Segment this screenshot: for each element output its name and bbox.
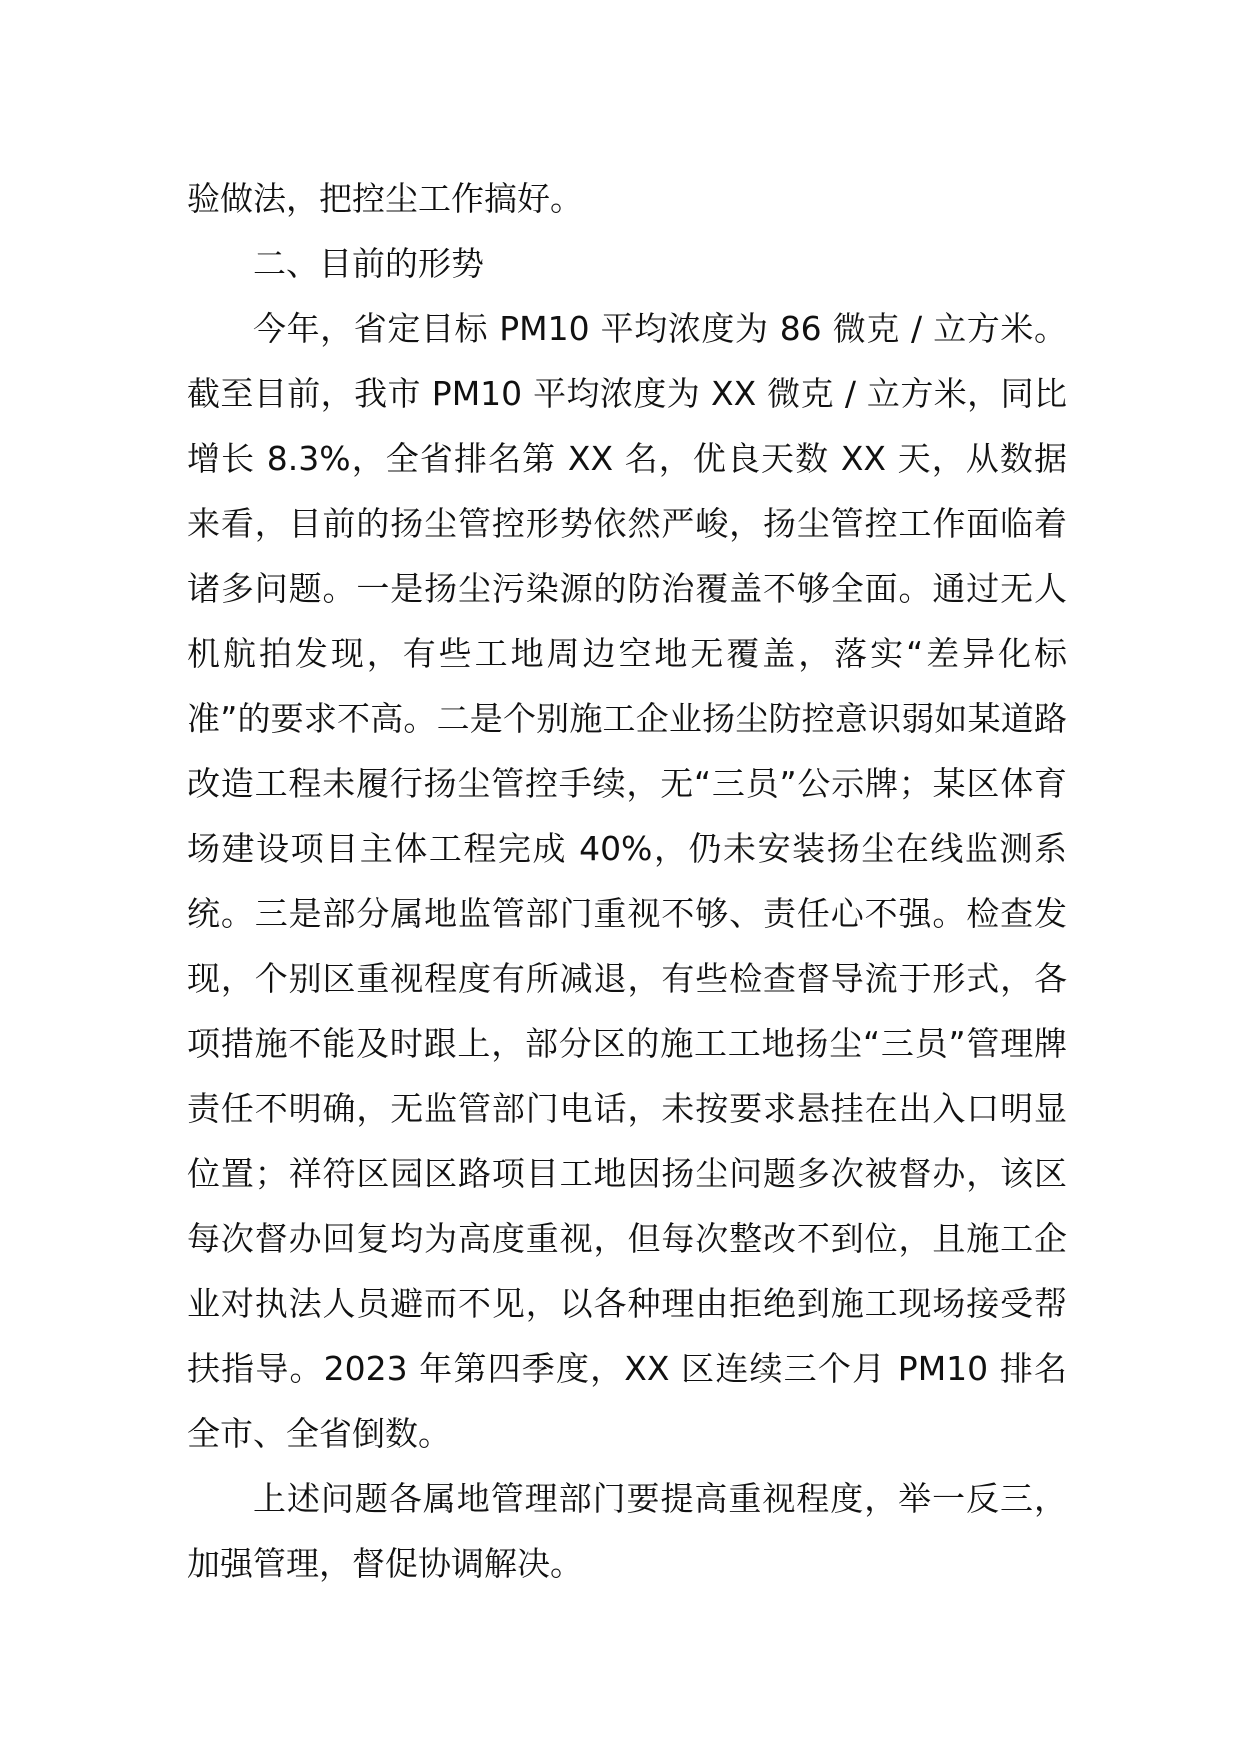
section-heading: 二、目前的形势 <box>253 244 484 283</box>
paragraph-requirement: 上述问题各属地管理部门要提高重视程度，举一反三，加强管理，督促协调解决。 <box>187 1479 1067 1583</box>
paragraph-continuation: 验做法，把控尘工作搞好。 <box>187 179 583 218</box>
paragraph-situation: 今年，省定目标 PM10 平均浓度为 86 微克 / 立方米。截至目前，我市 PM10 平均浓度为 XX 微克 / 立方米，同比增长 8.3%，全省排名第 XX 名，优良天数 XX 天，从数据来看，目前的扬尘管控形势依然严峻，扬尘管控工作面临着诸多问题。一是扬尘污染源的防治覆盖不够全面。通过无人机航拍发现，有些工地周边空地无覆盖，落实“差异化标准”的要求不高。二是个别施工企业扬尘防控意识弱如某道路改造工程未履行扬尘管控手续，无“三员”公示牌；某区体育场建设项目主体工程完成 40%，仍未安装扬尘在线监测系统。三是部分属地监管部门重视不够、责任心不强。检查发现，个别区重视程度有所减退，有些检查督导流于形式，各项措施不能及时跟上，部分区的施工工地扬尘“三员”管理牌责任不明确，无监管部门电话，未按要求悬挂在出入口明显位置；祥符区园区路项目工地因扬尘问题多次被督办，该区每次督办回复均为高度重视，但每次整改不到位，且施工企业对执法人员避而不见，以各种理由拒绝到施工现场接受帮扶指导。2023 年第四季度，XX 区连续三个月 PM10 排名全市、全省倒数。 <box>187 309 1067 1453</box>
document-body <box>187 166 1067 1596</box>
